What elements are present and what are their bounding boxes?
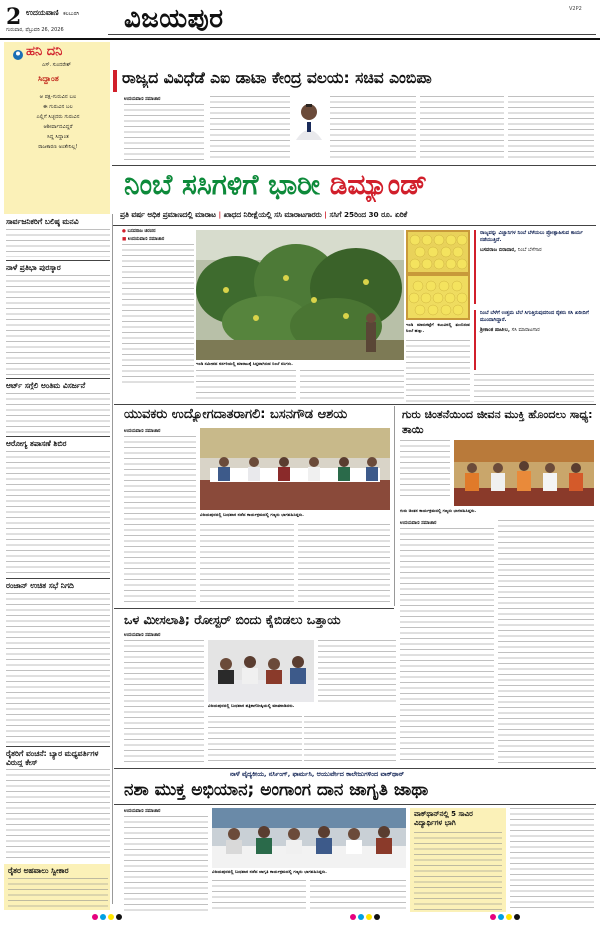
quote-1-attrib: ಬಸವರಾಜ ಬಿರಾದಾರ, ನಿಂಬೆ ಬೆಳೆಗಾರ: [480, 247, 542, 253]
main-body-col3: [300, 370, 404, 402]
quote-1-text: ರಾಜ್ಯವನ್ನು ವಿಜ್ಞಾನಿಗಳ ನಿಂಬೆ ಬೆಳೆಯಲು ಪ್ರೋತ್ಸಾಹಿಸುವ ಕಾರ್ಯ ನಡೆಯುತ್ತಿದೆ.: [480, 230, 583, 243]
youth-body-col3: [298, 524, 390, 606]
registration-dot: [108, 914, 114, 920]
guru-caption: ಗುರು ಚಿಂತನ ಕಾರ್ಯಕ್ರಮದಲ್ಲಿ ಗಣ್ಯರು ಭಾಗವಹಿಸಿದ್ದರು.: [400, 508, 477, 513]
sidebar-body-3: [6, 393, 110, 433]
main-sub-byline: [122, 236, 164, 242]
poem-line: ಈ ಗುರುವಿನ ಬಲ: [43, 104, 73, 110]
walkathon-body: [414, 832, 502, 910]
sidebar-rule: [6, 378, 110, 379]
hani-dani-title: ಹನಿ ದನಿ: [26, 44, 63, 59]
press-meet-photo: [208, 640, 314, 702]
main-headline-part2: ಸಸಿಗಳಿಗೆ ಭಾರೀ: [181, 168, 330, 201]
page-date: ಗುರುವಾರ, ಫೆಬ್ರುವರಿ 26, 2026: [6, 27, 64, 33]
sidebar-body-2: [6, 275, 110, 375]
poem-line: ಎಲ್ಲಿಗೆ ಸಿಚ್ಛದರು ಗುರುವಿನ: [36, 114, 80, 120]
sidebar-head-6: ರೈತರಿಗೆ ವಂಚನೆ: ಬ್ಯಾರ ಮಧ್ಯವರ್ತಿಗಳ ವಿರುದ್ಧ ಕೇಸ್: [6, 749, 99, 767]
lead-headline: ರಾಜ್ಯದ ವಿವಿಧೆಡೆ ಎಐ ಡಾಟಾ ಕೇಂದ್ರ ವಲಯ: ಸಚಿವ ಎಂಬಿಪಾ: [122, 69, 432, 87]
sidebar-head-4: ಆರೋಗ್ಯ ತಪಾಸಣೆ ಶಿಬಿರ: [6, 439, 67, 448]
youth-meeting-photo: [200, 428, 390, 510]
registration-dot: [358, 914, 364, 920]
bottom-byline: ಉದಯವಾಣಿ ಸಮಾಚಾರ: [124, 809, 161, 814]
main-headline-part3: ಡಿಮ್ಯಾಂಡ್: [329, 168, 428, 201]
lemon-field-caption: ಇಂಡಿ ಸಮೀಪದ ನರ್ಸರಿಯಲ್ಲಿ ಮಾರಾಟಕ್ಕೆ ಸಿದ್ದವಾಗಿರುವ ನಿಂಬೆ ಸಸಿಗಳು.: [196, 361, 293, 366]
quote-box-1: [474, 230, 596, 304]
main-headline-part1: ನಿಂಬೆ: [124, 168, 182, 201]
minister-photo: [292, 98, 326, 140]
registration-dot: [506, 914, 512, 920]
youth-body-col2: [200, 524, 294, 606]
quote-2-role: ಸಸಿ ಮಾರಾಟಗಾರ: [511, 327, 540, 333]
registration-dot: [366, 914, 372, 920]
sidebar-head-5: ರಂಜಾನ್ ಉಚಿತ ಸಭೆ ನಿಗದಿ: [6, 581, 74, 590]
guru-body-col2: [400, 528, 494, 764]
guru-body-col3: [498, 520, 594, 764]
bottom-body-col4: [510, 808, 594, 912]
subhead-rule: [112, 225, 596, 226]
main-story-rule: [114, 404, 596, 405]
guru-body-col1: [400, 440, 450, 500]
bottom-body-col2: [212, 880, 306, 912]
subhead-left: ಪ್ರತಿ ವರ್ಷ ಅಧಿಕ ಪ್ರಮಾಣದಲ್ಲಿ ಮಾರಾಟ: [120, 210, 216, 219]
reservation-body-col2: [318, 640, 396, 702]
masthead-rule-bottom: [0, 38, 600, 40]
youth-byline: ಉದಯವಾಣಿ ಸಮಾಚಾರ: [124, 429, 161, 434]
poem-line: ಸಿದ್ದ ಸಿದ್ದಾಂತ: [47, 134, 69, 140]
lead-byline: ಉದಯವಾಣಿ ಸಮಾಚಾರ: [124, 97, 161, 102]
main-body-col-extra: [406, 340, 470, 402]
registration-dot: [92, 914, 98, 920]
subhead-divider: |: [324, 210, 327, 219]
sidebar-body-1: [6, 229, 110, 257]
sidebar-head-7: ರೈತರ ಅಹವಾಲು ಸ್ವೀಕಾರ: [8, 866, 69, 875]
sidebar-rule: [6, 436, 110, 437]
hani-dani-author: ಎಸ್. ಸುಂದರೇಶ್: [42, 62, 71, 68]
column-divider: [394, 406, 395, 606]
hani-dani-subtitle: ಸಿದ್ದಾಂತ: [38, 74, 59, 83]
quote-1-role: ನಿಂಬೆ ಬೆಳೆಗಾರ: [517, 247, 542, 253]
guru-event-photo: [454, 440, 594, 506]
sidebar-body-5: [6, 593, 110, 743]
lead-body-col2: [210, 96, 290, 160]
reservation-body-col3: [208, 716, 302, 764]
reservation-body-col4: [304, 716, 396, 764]
sidebar-head-1: ಸಾರ್ವಜನಿಕರಿಗೆ ಬಲಿಷ್ಠ ಮನವಿ: [6, 217, 79, 226]
youth-headline: ಯುವಕರು ಉದ್ಯೋಗದಾತರಾಗಲಿ: ಬಸನಗೌಡ ಆಶಯ: [124, 407, 348, 422]
sidebar-head-2: ನಾಳೆ ಪ್ರತಿಭಾ ಪುರಸ್ಕಾರ: [6, 263, 61, 272]
lead-body-col5: [508, 96, 594, 160]
youth-caption: ವಿಜಯಪುರದಲ್ಲಿ ಬುಧವಾರ ನಡೆದ ಕಾರ್ಯಕ್ರಮದಲ್ಲಿ ಗಣ್ಯರು ಭಾಗವಹಿಸಿದ್ದರು.: [200, 512, 304, 517]
lemon-field-photo: [196, 230, 404, 360]
newspaper-title: ಉದಯವಾಣಿ: [26, 8, 59, 17]
subhead-divider: |: [218, 210, 222, 219]
main-byline: [122, 228, 156, 234]
lead-red-marker: [113, 70, 117, 92]
lead-body-col4: [420, 96, 504, 160]
bottom-body-col1: [124, 816, 208, 912]
registration-dot: [498, 914, 504, 920]
youth-rule: [114, 608, 394, 609]
registration-dot: [514, 914, 520, 920]
quote-2-text: ನಿಂಬೆ ಬೆಳೆಗೆ ಉತ್ತಮ ಬೆಲೆ ಸಿಗುತ್ತಿರುವುದರಿಂದ ರೈತರು ಸಸಿ ಖರೀದಿಗೆ ಮುಂದಾಗಿದ್ದಾರೆ.: [480, 310, 589, 323]
bottom-headline: ನಶಾ ಮುಕ್ತ ಅಭಿಯಾನ; ಅಂಗಾಂಗ ದಾನ ಜಾಗೃತಿ ಜಾಥಾ: [124, 780, 429, 800]
reservation-byline: ಉದಯವಾಣಿ ಸಮಾಚಾರ: [124, 633, 161, 638]
registration-dot: [490, 914, 496, 920]
newspaper-name: [26, 8, 79, 18]
edition-label: ಕಲಬುರಗಿ: [63, 11, 80, 17]
lemon-box-photo: [406, 230, 470, 320]
main-headline: [124, 168, 427, 202]
sidebar-body-4: [6, 451, 110, 575]
lead-rule: [112, 165, 596, 166]
guru-byline: ಉದಯವಾಣಿ ಸಮಾಚಾರ: [400, 521, 437, 526]
reservation-headline: ಒಳ ಮೀಸಲಾತಿ; ರೋಸ್ಟರ್ ಬಿಂದು ಕೈಬಿಡಲು ಒತ್ತಾಯ: [124, 612, 341, 627]
bullet-icon: ●: [122, 229, 126, 234]
registration-dot: [100, 914, 106, 920]
author-name: ಬಸವರಾಜ ಚಿರಣಿನ: [127, 229, 156, 234]
reservation-body-col1: [124, 640, 204, 764]
poem-line: ಆಶೀರ್ವಾದವಿದ್ದರೆ: [43, 124, 73, 130]
bottom-rule-mid: [114, 804, 596, 805]
page-number: 2: [6, 4, 22, 30]
campaign-caption: ವಿಜಯಪುರದಲ್ಲಿ ಬುಧವಾರ ನಡೆದ ಜಾಗೃತಿ ಕಾರ್ಯಕ್ರಮದಲ್ಲಿ ಗಣ್ಯರು ಭಾಗವಹಿಸಿದ್ದರು.: [212, 869, 327, 874]
bottom-body-col3: [310, 880, 406, 912]
sidebar-divider: [112, 214, 113, 904]
campaign-photo: [212, 808, 406, 868]
guru-headline: ಗುರು ಚಿಂತನೆಯಿಂದ ಜೀವನ ಮುಕ್ತಿ ಹೊಂದಲು ಸಾಧ್ಯ: ತಾಯಿ: [402, 408, 593, 436]
main-body-col2: [196, 370, 296, 402]
lead-body-col3: [330, 96, 416, 160]
masthead-rule-top: [108, 34, 596, 35]
main-body-col4: [474, 374, 594, 402]
quote-1-name: ಬಸವರಾಜ ಬಿರಾದಾರ: [480, 247, 515, 253]
registration-dot: [350, 914, 356, 920]
sidebar-rule: [6, 260, 110, 261]
quote-box-2: [474, 310, 596, 370]
hani-dani-logo-icon: [12, 46, 24, 58]
lemon-box-caption: ಇಂಡಿ ಮಾರುಕಟ್ಟೆಗೆ ಕಟುವಿನಲ್ಲಿ ತುಂಬಿರುವ ನಿಂಬೆ ಹಣ್ಣು.: [406, 322, 470, 333]
registration-dot: [374, 914, 380, 920]
sidebar-rule: [6, 578, 110, 579]
sidebar-body-6: [6, 769, 110, 861]
sub-byline: ಉದಯವಾಣಿ ಸಮಾಚಾರ: [127, 237, 165, 242]
sidebar-body-7: [8, 878, 108, 908]
youth-body-col1: [124, 436, 196, 606]
quote-2-attrib: ಶ್ರೀಕಾಂತ ಪಾಟೀಲ, ಸಸಿ ಮಾರಾಟಗಾರ: [480, 327, 540, 333]
sidebar-head-3: ಆರ್ಟ್ ಸಗ್ಗೆಲಿ ಅಂತಿಮ ವಿಸರ್ಜನೆ: [6, 381, 86, 390]
subhead-right: ಸಸಿಗೆ 25ರಿಂದ 30 ರೂ. ಏರಿಕೆ: [329, 210, 408, 219]
page-corner-code: V2P2: [569, 6, 582, 12]
sidebar-rule: [6, 746, 110, 747]
main-subhead: [120, 210, 596, 224]
walkathon-head: ವಾಕ್‌ಥಾನ್‌ನಲ್ಲಿ 5 ಸಾವಿರ ವಿದ್ಯಾರ್ಥಿಗಳ ಭಾಗಿ: [414, 810, 473, 827]
quote-2-name: ಶ್ರೀಕಾಂತ ಪಾಟೀಲ: [480, 327, 508, 333]
press-meet-caption: ವಿಜಯಪುರದಲ್ಲಿ ಬುಧವಾರ ಪತ್ರಿಕಾಗೋಷ್ಠಿಯಲ್ಲಿ ಮಾತನಾಡಿದರು.: [208, 703, 295, 708]
lead-body-col1: [124, 104, 204, 160]
hani-dani-poem: [10, 92, 106, 152]
bottom-strap: ನಾಳೆ ವೈದ್ಯಕೀಯ, ನರ್ಸಿಂಗ್, ಫಾರ್ಮಸಿ, ಆಯುರ್ವೇದ ಕಾಲೇಜುಗಳಿಂದ ವಾಕ್‌ಥಾನ್: [230, 770, 405, 778]
main-body-col1: [122, 244, 194, 384]
section-title: ವಿಜಯಪುರ: [124, 4, 224, 34]
bottom-rule-top: [114, 768, 596, 769]
poem-line: ಆ ಪಕ್ಷ-ಗುರುವಿನ ಬಲ: [39, 94, 77, 100]
subhead-middle: ಖಾಧದ ನಿರೀಕ್ಷೆಯಲ್ಲಿ ಸಸಿ ಮಾರಾಟಗಾರರು: [223, 210, 322, 219]
poem-line: ರಾಜಕಾರಣ ಅಂತೇನಿಲ್ಲ!: [38, 144, 78, 150]
registration-dot: [116, 914, 122, 920]
bullet-icon: ■: [122, 237, 127, 242]
